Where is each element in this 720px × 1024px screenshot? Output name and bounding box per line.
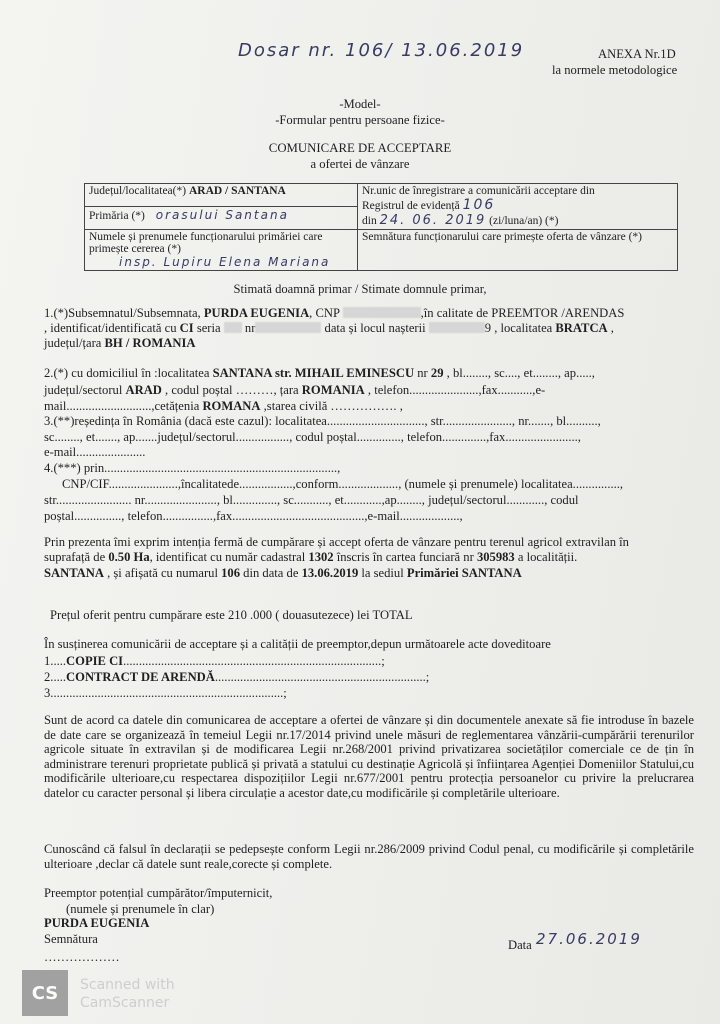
section1-line2: , identificat/identificată cu CI seria nr data și locul nașterii 9 , localitatea BRATCA , (44, 321, 614, 335)
section2-line3: mail...........................,cetățenia ROMANA ,starea civilă ……………. , (44, 399, 403, 413)
act-2: 2.....CONTRACT DE ARENDĂ...................................................................; (44, 670, 430, 684)
salutation: Stimată doamnă primar / Stimate domnule primar, (233, 282, 487, 296)
registration-table (84, 183, 678, 271)
declaration-paragraph: Cunoscând că falsul în declarații se pedepsește conform Legii nr.286/2009 privind Codul penal, cu modificările și completările ulterioare ,declar că datele sunt reale,corecte și complete. (44, 842, 694, 871)
din-label: din (362, 215, 377, 227)
acts-intro: În susținerea comunicării de acceptare și a calității de preemptor,depun următoarele acte doveditoare (44, 637, 551, 651)
section3-line2: sc........, et......., ap.......județul/sectorul................., codul poștal.............., telefon..............,fax......................., (44, 430, 581, 444)
handwritten-date: 27.06.2019 (536, 930, 642, 948)
section3-line3: e-mail...................... (44, 445, 146, 459)
normele-label: la normele metodologice (552, 63, 678, 77)
numele-label: (numele și prenumele în clar) (66, 902, 215, 916)
semnatura-functionar-label: Semnătura funcționarului care primește oferta de vânzare (*) (362, 231, 643, 243)
data-label: Data (508, 938, 532, 952)
section4-line2: CNP/CIF......................,încalitatede.................,conform..................., (numele și prenumele) localitatea..............., (62, 477, 624, 491)
anexa-label: ANEXA Nr.1D (598, 47, 676, 61)
judet-label: Județul/localitatea(*) (89, 185, 187, 197)
primaria-cell (85, 207, 358, 230)
camscanner-watermark: Scanned with CamScanner (80, 977, 175, 1011)
formular-label: -Formular pentru persoane fizice- (275, 113, 445, 127)
handwritten-dosar: Dosar nr. 106/ 13.06.2019 (238, 40, 525, 61)
handwritten-functionar: insp. Lupiru Elena Mariana (119, 255, 331, 269)
judet-cell (85, 184, 358, 207)
registru-label: Registrul de evidență (362, 200, 460, 212)
zi-luna-an-label: (zi/luna/an) (*) (489, 215, 559, 227)
document-subtitle: a ofertei de vânzare (310, 157, 410, 171)
handwritten-nr-unic: 106 (462, 197, 496, 213)
judet-value: ARAD / SANTANA (188, 185, 286, 197)
act-3: 3..........................................................................; (44, 686, 287, 700)
intent-line1: Prin prezenta îmi exprim intenția fermă de cumpărare și accept oferta de vânzare pentru terenul agricol extravilan în (44, 535, 629, 549)
camscanner-logo-icon: CS (22, 970, 68, 1016)
section2-line1: 2.(*) cu domiciliul în :localitatea SANTANA str. MIHAIL EMINESCU nr 29 , bl........, sc...., et........, ap....., (44, 366, 595, 380)
section2-line2: județul/sectorul ARAD , codul poștal ………, țara ROMANIA , telefon......................,fax...........,e- (44, 383, 546, 397)
act-1: 1.....COPIE CI..................................................................................; (44, 654, 385, 668)
intent-line3: SANTANA , și afișată cu numarul 106 din data de 13.06.2019 la sediul Primăriei SANTANA (44, 566, 522, 580)
section1-line3: județul/țara BH / ROMANIA (44, 336, 196, 350)
section1-line1: 1.(*)Subsemnatul/Subsemnata, PURDA EUGENIA, CNP ,în calitate de PREEMTOR /ARENDAS (44, 306, 625, 320)
price-line: Prețul oferit pentru cumpărare este 210 .000 ( douasutezece) lei TOTAL (50, 608, 413, 622)
document-title: COMUNICARE DE ACCEPTARE (268, 141, 452, 155)
section4-line1: 4.(***) prin.........................................................................., (44, 461, 341, 475)
nr-unic-label: Nr.unic de înregistrare a comunicării acceptare din (362, 185, 595, 197)
nr-unic-cell (358, 184, 678, 230)
section3-line1: 3.(**)reședința în România (dacă este cazul): localitatea..............................., str......................, nr......., bl.........., (44, 414, 601, 428)
section4-line4: poștal..............., telefon................,fax..........................................,e-mail..................., (44, 509, 463, 523)
functionar-cell (85, 230, 358, 271)
primaria-label: Primăria (*) (89, 210, 145, 222)
consent-paragraph: Sunt de acord ca datele din comunicarea de acceptare a ofertei de vânzare și din documentele anexate să fie introduse în bazele de date care se organizează în temeiul Legii nr.17/2014 privind unele măsuri de reglementarea vânzării-cumpărării terenurilor agricole situate în extravilan și de modificarea Legii nr.268/2001 privind privatizarea societăților comerciale ce de țin în administrare terenuri proprietate publică și privată a statului cu destinație Agricolă și înființarea Agenției Domeniilor Statului,cu modificările ulterioare,cu respectarea dispozițiilor Legii nr.677/2001 pentru protecția persoanelor cu privire la prelucrarea datelor cu caracter personal și libera circulație a acestor date,cu modificările și completările ulterioare. (44, 713, 694, 800)
section4-line3: str........................ nr......................., bl.............., sc..........., et............,ap........, județul/sectorul............, codul (44, 493, 579, 507)
functionar-label: Numele și prenumele funcționarului primăriei care primește cererea (*) (89, 231, 323, 255)
handwritten-primaria: orasului Santana (155, 208, 289, 222)
intent-line2: suprafață de 0.50 Ha, identificat cu număr cadastral 1302 înscris în cartea funciară nr 305983 a localității. (44, 550, 578, 564)
semnatura-dots: ……………… (44, 950, 120, 964)
handwritten-data-inreg: 24. 06. 2019 (379, 213, 487, 228)
semnatura-label: Semnătura (44, 932, 98, 946)
model-label: -Model- (339, 97, 381, 111)
applicant-name: PURDA EUGENIA (203, 306, 310, 320)
semnatura-functionar-cell (358, 230, 678, 271)
preemptor-label: Preemptor potențial cumpărător/împuternicit, (44, 886, 273, 900)
signer-name: PURDA EUGENIA (44, 916, 150, 930)
